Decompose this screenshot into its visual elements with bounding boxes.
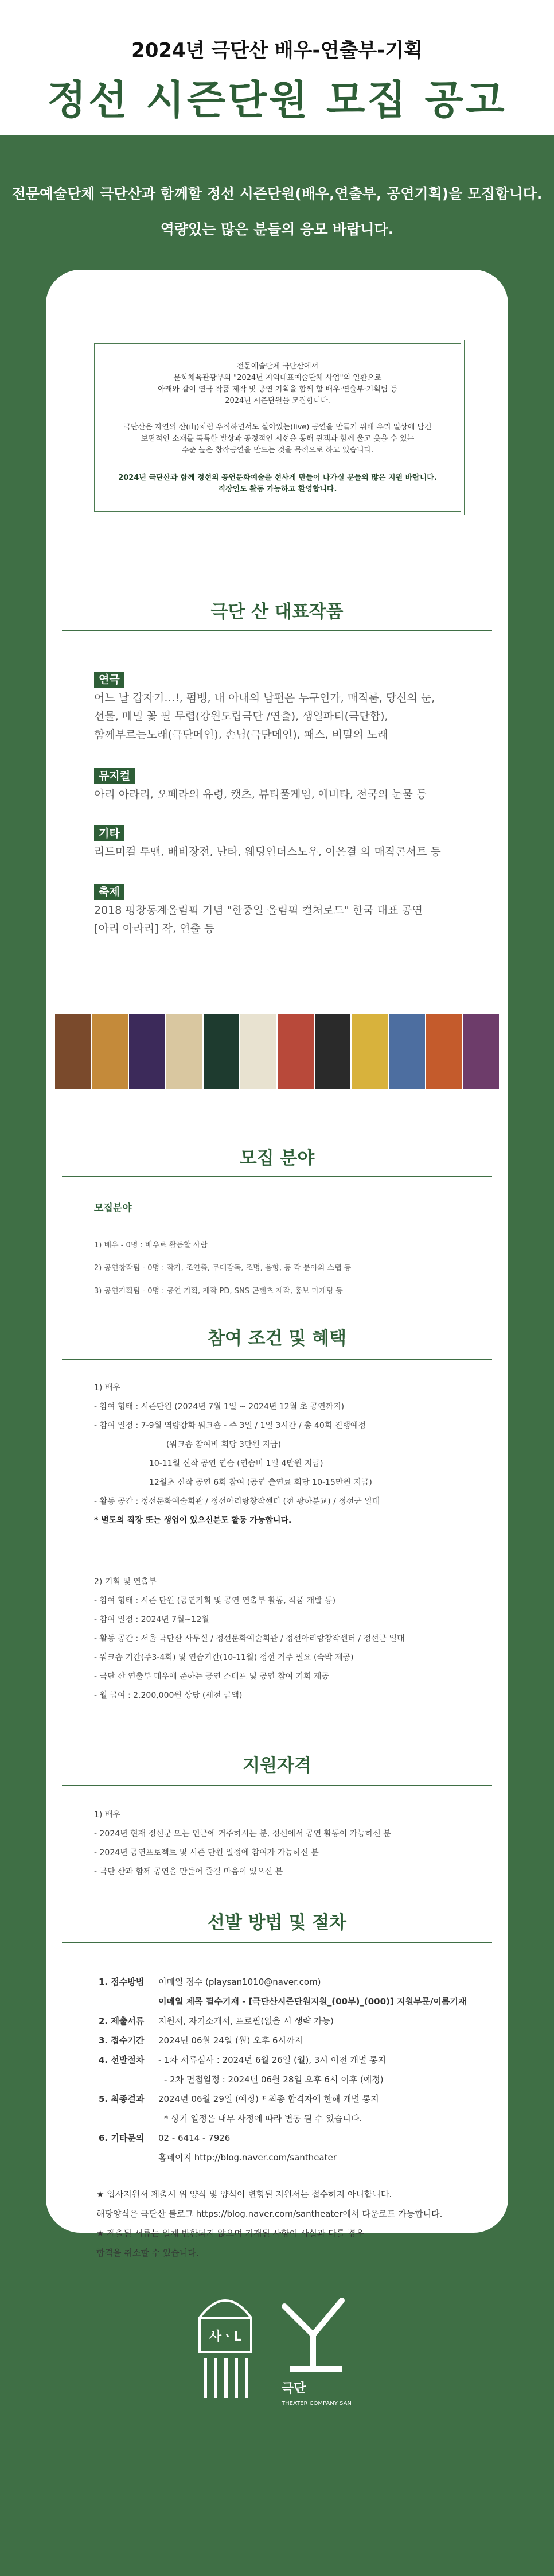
selection-key: 5. 최종결과 [99, 2094, 145, 2104]
selection-row [99, 2031, 500, 2050]
selection-row [99, 2050, 500, 2070]
works-tag: 연극 [94, 672, 124, 688]
sal-logo-graphic [194, 2283, 257, 2410]
production-poster-image [240, 1014, 276, 1089]
works-group-etc [94, 824, 484, 861]
works-line: 선물, 메밀 꽃 필 무렵(강원도립극단 /연출), 생일파티(극단합), [94, 710, 388, 723]
conditions-line: 1) 배우 [94, 1383, 120, 1392]
qualification-title-underline [62, 1785, 492, 1786]
conditions-note: * 별도의 직장 또는 생업이 있으신분도 활동 가능합니다. [94, 1516, 292, 1525]
conditions-title-underline [62, 1359, 492, 1360]
conditions-line: - 활동 공간 : 서울 극단산 사무실 / 정선문화예술회관 / 정선아리랑창작센터 / 정선군 일대 [94, 1634, 405, 1643]
qualification-line: 1) 배우 [94, 1810, 120, 1820]
production-poster-image [55, 1014, 91, 1089]
works-tag: 축제 [94, 884, 124, 900]
production-poster-image [426, 1014, 462, 1089]
notice-para-1 [91, 361, 464, 407]
footnote-line: 해당양식은 극단산 블로그 https://blog.naver.com/santheater에서 다운로드 가능합니다. [96, 2209, 443, 2219]
production-poster-image [92, 1014, 128, 1089]
sal-logo [194, 2283, 257, 2410]
content-card [46, 270, 508, 2233]
notice-line: 수준 높은 창작공연을 만드는 것을 목적으로 하고 있습니다. [181, 446, 374, 455]
selection-value: 홈페이지 http://blog.naver.com/santheater [158, 2152, 337, 2163]
works-line: [아리 아라리] 작, 연출 등 [94, 922, 215, 935]
conditions-line: 12월초 신작 공연 6회 참여 (공연 출연료 회당 10-15만원 지급) [149, 1478, 372, 1487]
works-tag: 뮤지컬 [94, 768, 135, 784]
intro-line-2: 역량있는 많은 분들의 응모 바랍니다. [160, 221, 394, 238]
header [0, 0, 554, 135]
fields-title: 모집 분야 [239, 1148, 315, 1169]
selection-value: - 2차 면접일정 : 2024년 06월 28일 오후 6시 이후 (예정) [164, 2074, 384, 2085]
fields-item: 3) 공연기획팀 - 0명 : 공연 기획, 제작 PD, SNS 콘텐츠 제작, 홍보 마케팅 등 [94, 1287, 343, 1295]
conditions-actor [94, 1379, 496, 1530]
selection-value: 2024년 06월 24일 (월) 오후 6시까지 [158, 2035, 303, 2046]
footnote-line: ★ 입사지원서 제출시 위 양식 및 양식이 변형된 지원서는 접수하지 아니합니다. [96, 2189, 392, 2199]
selection-value: 이메일 접수 (playsan1010@naver.com) [158, 1977, 321, 1987]
selection-row [99, 2128, 500, 2148]
selection-value: - 1차 서류심사 : 2024년 6월 26일 (월), 3시 이전 개별 통지 [158, 2055, 387, 2065]
conditions-line: - 월 급여 : 2,200,000원 상당 (세전 금액) [94, 1691, 243, 1700]
selection-key: 1. 접수방법 [99, 1977, 145, 1987]
conditions-title: 참여 조건 및 혜택 [208, 1328, 346, 1349]
fields-item: 2) 공연창작팀 - 0명 : 작가, 조연출, 무대감독, 조명, 음향, 등 각 분야의 스탭 등 [94, 1264, 352, 1273]
theater-name: 극단 [282, 2381, 306, 2396]
works-line: 리드미컬 투맨, 배비장전, 난타, 웨딩인더스노우, 이은결 의 매직콘서트 등 [94, 845, 441, 858]
selection-key: 4. 선발절차 [99, 2055, 145, 2065]
notice-line: 극단산은 자연의 산(山)처럼 우직하면서도 살아있는(live) 공연을 만들기 위해 우리 일상에 담긴 [123, 423, 432, 432]
conditions-line: - 활동 공간 : 정선문화예술회관 / 정선아리랑창작센터 (전 광하분교) / 정선군 일대 [94, 1497, 380, 1506]
works-line: 어느 날 갑자기…!, 펌벵, 내 아내의 남편은 누구인가, 매직룸, 당신의 눈, [94, 692, 435, 704]
notice-line: 2024년 극단산과 함께 정선의 공연문화예술을 선사게 만들어 나가실 분들의 많은 지원 바랍니다. [118, 474, 437, 482]
conditions-line: - 참여 형태 : 시즌 단원 (공연기획 및 공연 연출부 활동, 작품 개발 등) [94, 1596, 336, 1605]
selection-key: 6. 기타문의 [99, 2133, 145, 2143]
qualification-line: - 2024년 공연프로젝트 및 시즌 단원 일정에 참여가 가능하신 분 [94, 1848, 319, 1857]
works-line: 2018 평창동계올림픽 기념 "한중일 올림픽 컬처로드" 한국 대표 공연 [94, 904, 423, 917]
works-group-festival [94, 883, 484, 938]
selection-footnotes [96, 2185, 475, 2263]
production-poster-image [204, 1014, 240, 1089]
theater-san-logo [273, 2283, 353, 2410]
sal-logo-text: 사ㆍL [209, 2330, 242, 2344]
selection-row [99, 2011, 500, 2031]
fields-item: 1) 배우 - 0명 : 배우로 활동할 사람 [94, 1241, 208, 1250]
production-poster-image [278, 1014, 314, 1089]
footnote-line: ★ 제출된 서류는 일체 반환되지 않으며 기재된 사항이 사실과 다를 경우 [96, 2228, 364, 2239]
notice-line: 보편적인 소재를 독특한 발상과 공정적인 시선을 통해 관객과 함께 울고 웃을 수 있는 [141, 434, 415, 443]
selection-value: 2024년 06월 29일 (예정) * 최종 합격자에 한해 개별 통지 [158, 2094, 379, 2104]
qualification-line: - 극단 산과 함께 공연을 만들어 즐길 마음이 있으신 분 [94, 1867, 283, 1876]
selection-row [99, 1992, 500, 2011]
header-title: 정선 시즌단원 모집 공고 [47, 76, 507, 123]
notice-line: 직장인도 활동 가능하고 환영합니다. [218, 485, 337, 494]
production-poster-image [463, 1014, 499, 1089]
production-poster-image [389, 1014, 425, 1089]
selection-row [99, 2109, 500, 2128]
notice-line: 문화체육관광부의 "2024년 지역대표예술단체 사업"의 일환으로 [173, 374, 382, 382]
selection-value: * 상기 일정은 내부 사정에 따라 변동 될 수 있습니다. [164, 2113, 362, 2124]
selection-title-underline [62, 1942, 492, 1943]
qualification-line: - 2024년 현재 정선군 또는 인근에 거주하시는 분, 정선에서 공연 활동이 가능하신 분 [94, 1829, 391, 1838]
selection-value: 02 - 6414 - 7926 [158, 2133, 231, 2143]
production-poster-image [352, 1014, 388, 1089]
selection-row [99, 1972, 500, 1992]
notice-line: 아래와 같이 연극 작품 제작 및 공연 기획을 함께 할 배우·연출부·기획팀 등 [158, 385, 397, 394]
poster-strip [55, 1014, 499, 1089]
qualification-list [94, 1806, 496, 1881]
conditions-line: (워크숍 참여비 회당 3만원 지급) [166, 1440, 281, 1449]
qualification-title: 지원자격 [243, 1755, 311, 1776]
production-poster-image [129, 1014, 165, 1089]
notice-line: 전문예술단체 극단산에서 [236, 362, 319, 371]
notice-para-3 [91, 472, 464, 495]
selection-key: 3. 접수기간 [99, 2035, 145, 2046]
selection-value: 이메일 제목 필수기재 - [극단산시즌단원지원_(00부)_(000)] 지원부문/이름기재 [158, 1996, 467, 2007]
header-subtitle: 2024년 극단산 배우-연출부-기획 [131, 39, 423, 62]
works-line: 아리 아라리, 오페라의 유령, 캣츠, 뷰티풀게임, 에비타, 전국의 눈물 등 [94, 788, 427, 801]
notice-para-2 [91, 422, 464, 456]
conditions-line: - 워크숍 기간(주3-4회) 및 연습기간(10-11월) 정선 거주 필요 (숙박 제공) [94, 1653, 354, 1662]
selection-row [99, 2070, 500, 2089]
footnote-line: 합격을 취소할 수 있습니다. [96, 2248, 199, 2258]
works-line: 함께부르는노래(극단메인), 손님(극단메인), 패스, 비밀의 노래 [94, 728, 388, 741]
works-group-theater [94, 670, 484, 744]
fields-title-underline [62, 1176, 492, 1177]
works-group-musical [94, 767, 484, 804]
theater-san-logo-graphic [273, 2283, 353, 2410]
works-title-underline [62, 630, 492, 631]
intro-line-1: 전문예술단체 극단산과 함께할 정선 시즌단원(배우,연출부, 공연기획)을 모집합니다. [11, 185, 543, 202]
fields-heading: 모집분야 [94, 1202, 132, 1214]
selection-table [99, 1972, 500, 2167]
conditions-line: 2) 기획 및 연출부 [94, 1577, 157, 1586]
selection-row [99, 2148, 500, 2167]
selection-row [99, 2089, 500, 2109]
works-tag: 기타 [94, 825, 124, 841]
works-title: 극단 산 대표작품 [210, 602, 344, 622]
conditions-line: 10-11월 신작 공연 연습 (연습비 1일 4만원 지급) [149, 1459, 323, 1468]
selection-title: 선발 방법 및 절차 [208, 1912, 346, 1933]
conditions-line: - 참여 일정 : 2024년 7월~12월 [94, 1615, 209, 1624]
conditions-line: - 참여 일정 : 7-9월 역량강화 워크숍 - 주 3일 / 1일 3시간 / 총 40회 진행예정 [94, 1421, 366, 1430]
production-poster-image [315, 1014, 351, 1089]
selection-key: 2. 제출서류 [99, 2016, 145, 2026]
conditions-line: - 극단 산 연출부 대우에 준하는 공연 스태프 및 공연 참여 기회 제공 [94, 1672, 330, 1681]
conditions-line: - 참여 형태 : 시즌단원 (2024년 7월 1일 ~ 2024년 12월 초 공연까지) [94, 1402, 345, 1411]
notice-box [91, 340, 465, 515]
notice-line: 2024년 시즌단원을 모집합니다. [225, 397, 330, 405]
selection-value: 지원서, 자기소개서, 프로필(없을 시 생략 가능) [158, 2016, 334, 2026]
conditions-staff [94, 1573, 496, 1705]
production-poster-image [166, 1014, 202, 1089]
theater-name-en: THEATER COMPANY SAN [282, 2400, 352, 2407]
